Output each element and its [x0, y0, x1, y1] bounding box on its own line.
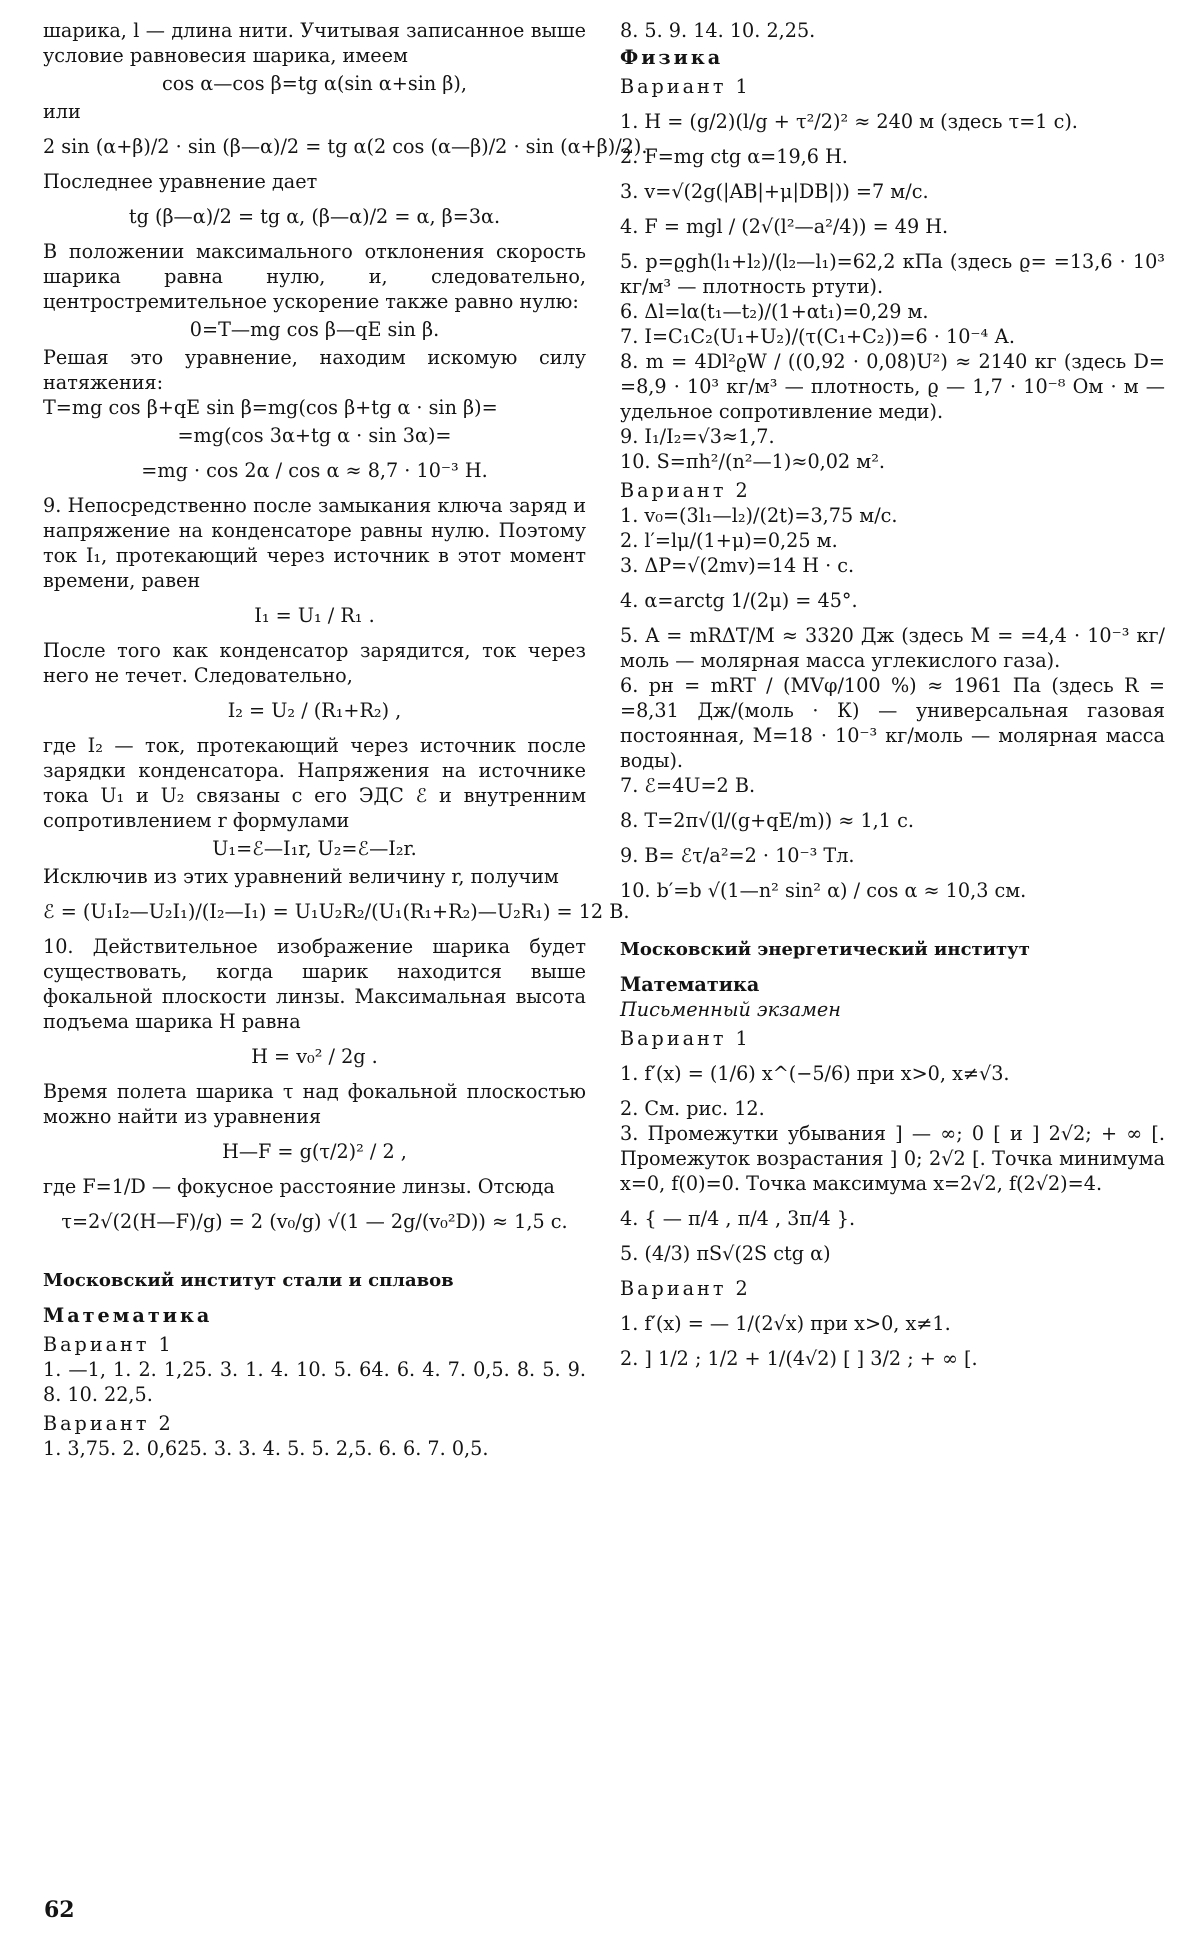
- left-column-line: где F=1/D — фокусное расстояние линзы. Отсюда: [43, 1175, 555, 1198]
- right-column-line: 1. H = (g/2)(l/g + τ²/2)² ≈ 240 м (здесь τ=1 с).: [620, 110, 1078, 133]
- right-column-line: 3. v=√(2g(|AB|+μ|DB|)) =7 м/с.: [620, 180, 929, 203]
- left-column-line: 2 sin (α+β)/2 · sin (β—α)/2 = tg α(2 cos (α—β)/2 · sin (α+β)/2).: [43, 135, 648, 158]
- left-column-line: шарика, l — длина нити. Учитывая записанное выше условие равновесия шарика, имеем: [43, 19, 586, 67]
- left-column-line: Московский институт стали и сплавов: [43, 1270, 454, 1291]
- right-column-line: 2. См. рис. 12.: [620, 1097, 765, 1120]
- right-column-line: Московский энергетический институт: [620, 939, 1030, 960]
- left-column-line: cos α—cos β=tg α(sin α+sin β),: [162, 72, 467, 95]
- right-column-line: 4. α=arctg 1/(2μ) = 45°.: [620, 589, 858, 612]
- left-column-line: Время полета шарика τ над фокальной плоскостью можно найти из уравнения: [43, 1080, 586, 1128]
- left-column-line: 10. Действительное изображение шарика будет существовать, когда шарик находится выше фокальной плоскости линзы. Максимальная высота подъема шарика H равна: [43, 935, 586, 1033]
- right-column-line: Вариант 1: [620, 75, 751, 98]
- right-column-line: 6. pн = mRT / (MVφ/100 %) ≈ 1961 Па (здесь R = =8,31 Дж/(моль · К) — универсальная газовая постоянная, M=18 · 10⁻³ кг/моль — молярная масса воды).: [620, 674, 1165, 772]
- right-column-line: 5. (4/3) πS√(2S ctg α): [620, 1242, 831, 1265]
- left-column-line: Исключив из этих уравнений величину r, получим: [43, 865, 559, 888]
- right-column-line: 9. B= ℰτ/a²=2 · 10⁻³ Тл.: [620, 844, 855, 867]
- left-column-line: =mg(cos 3α+tg α · sin 3α)=: [177, 424, 452, 447]
- left-column-line: =mg · cos 2α / cos α ≈ 8,7 · 10⁻³ Н.: [141, 459, 488, 482]
- left-column: [43, 18, 648, 1881]
- right-column-line: 2. ] 1/2 ; 1/2 + 1/(4√2) [ ] 3/2 ; + ∞ [.: [620, 1347, 978, 1370]
- right-column-line: Математика: [620, 973, 760, 996]
- left-column-line: ℰ = (U₁I₂—U₂I₁)/(I₂—I₁) = U₁U₂R₂/(U₁(R₁+R₂)—U₂R₁) = 12 В.: [43, 900, 630, 923]
- left-column-line: Вариант 1: [43, 1333, 174, 1356]
- right-column-line: Вариант 2: [620, 1277, 751, 1300]
- left-column-line: В положении максимального отклонения скорость шарика равна нулю, и, следовательно, центростремительное ускорение также равно нулю:: [43, 240, 586, 313]
- right-column-line: 10. b′=b √(1—n² sin² α) / cos α ≈ 10,3 см.: [620, 879, 1027, 902]
- right-column-line: 1. f′(x) = — 1/(2√x) при x>0, x≠1.: [620, 1312, 951, 1335]
- left-column-line: 9. Непосредственно после замыкания ключа заряд и напряжение на конденсаторе равны нулю. Поэтому ток I₁, протекающий через источник в этот момент времени, равен: [43, 494, 586, 592]
- right-column-line: 4. { — π/4 , π/4 , 3π/4 }.: [620, 1207, 856, 1230]
- right-column-line: 2. F=mg ctg α=19,6 Н.: [620, 145, 848, 168]
- left-column-line: После того как конденсатор зарядится, ток через него не течет. Следовательно,: [43, 639, 586, 687]
- right-column-line: 9. I₁/I₂=√3≈1,7.: [620, 425, 775, 448]
- right-column-line: 8. 5. 9. 14. 10. 2,25.: [620, 19, 816, 42]
- right-column-line: 5. p=ϱgh(l₁+l₂)/(l₂—l₁)=62,2 кПа (здесь ϱ= =13,6 · 10³ кг/м³ — плотность ртути).: [620, 250, 1165, 298]
- left-column-line: tg (β—α)/2 = tg α, (β—α)/2 = α, β=3α.: [128, 205, 501, 228]
- right-column-line: 3. Промежутки убывания ] — ∞; 0 [ и ] 2√2; + ∞ [. Промежуток возрастания ] 0; 2√2 [. Точка минимума x=0, f(0)=0. Точка максимума x=2√2, f(2√2)=4.: [620, 1122, 1165, 1195]
- right-column-line: 3. ΔP=√(2mv)=14 Н · с.: [620, 554, 855, 577]
- left-column-line: τ=2√(2(H—F)/g) = 2 (v₀/g) √(1 — 2g/(v₀²D)) ≈ 1,5 с.: [61, 1210, 568, 1233]
- right-column-line: 5. A = mRΔT/M ≈ 3320 Дж (здесь M = =4,4 · 10⁻³ кг/моль — молярная масса углекислого газа).: [620, 624, 1165, 672]
- right-column: [620, 18, 1165, 1881]
- left-column-line: Математика: [43, 1304, 213, 1327]
- right-column-line: 7. I=C₁C₂(U₁+U₂)/(τ(C₁+C₂))=6 · 10⁻⁴ А.: [620, 325, 1015, 348]
- right-column-line: 8. T=2π√(l/(g+qE/m)) ≈ 1,1 с.: [620, 809, 914, 832]
- right-column-line: 1. f′(x) = (1/6) x^(−5/6) при x>0, x≠√3.: [620, 1062, 1010, 1085]
- page-number: 62: [44, 1897, 75, 1923]
- right-column-line: 7. ℰ=4U=2 В.: [620, 774, 756, 797]
- right-column-line: Вариант 1: [620, 1027, 751, 1050]
- left-column-line: где I₂ — ток, протекающий через источник после зарядки конденсатора. Напряжения на источнике тока U₁ и U₂ связаны с его ЭДС ℰ и внутренним сопротивлением r формулами: [43, 734, 586, 832]
- left-column-line: 1. 3,75. 2. 0,625. 3. 3. 4. 5. 5. 2,5. 6. 6. 7. 0,5.: [43, 1437, 489, 1460]
- left-column-line: 0=T—mg cos β—qE sin β.: [189, 318, 440, 341]
- left-column-line: 1. —1, 1. 2. 1,25. 3. 1. 4. 10. 5. 64. 6. 4. 7. 0,5. 8. 5. 9. 8. 10. 22,5.: [43, 1358, 586, 1406]
- left-column-line: Вариант 2: [43, 1412, 174, 1435]
- left-column-line: H—F = g(τ/2)² / 2 ,: [222, 1140, 407, 1163]
- left-column-line: или: [43, 100, 81, 123]
- left-column-line: Решая это уравнение, находим искомую силу натяжения:: [43, 346, 586, 394]
- right-column-line: 4. F = mgl / (2√(l²—a²/4)) = 49 Н.: [620, 215, 949, 238]
- right-column-line: 6. Δl=lα(t₁—t₂)/(1+αt₁)=0,29 м.: [620, 300, 929, 323]
- right-column-line: 1. v₀=(3l₁—l₂)/(2t)=3,75 м/с.: [620, 504, 898, 527]
- right-column-line: Физика: [620, 46, 724, 69]
- right-column-line: Вариант 2: [620, 479, 751, 502]
- right-column-line: 8. m = 4Dl²ϱW / ((0,92 · 0,08)U²) ≈ 2140 кг (здесь D= =8,9 · 10³ кг/м³ — плотность, ϱ — 1,7 · 10⁻⁸ Ом · м — удельное сопротивление меди).: [620, 350, 1165, 423]
- right-column-line: 2. l′=lμ/(1+μ)=0,25 м.: [620, 529, 838, 552]
- left-column-line: Последнее уравнение дает: [43, 170, 318, 193]
- left-column-line: T=mg cos β+qE sin β=mg(cos β+tg α · sin β)=: [43, 396, 498, 419]
- left-column-line: U₁=ℰ—I₁r, U₂=ℰ—I₂r.: [212, 837, 417, 860]
- right-column-line: 10. S=πh²/(n²—1)≈0,02 м².: [620, 450, 885, 473]
- left-column-line: I₂ = U₂ / (R₁+R₂) ,: [227, 699, 402, 722]
- left-column-line: I₁ = U₁ / R₁ .: [254, 604, 375, 627]
- left-column-line: H = v₀² / 2g .: [251, 1045, 378, 1068]
- right-column-line: Письменный экзамен: [620, 998, 841, 1021]
